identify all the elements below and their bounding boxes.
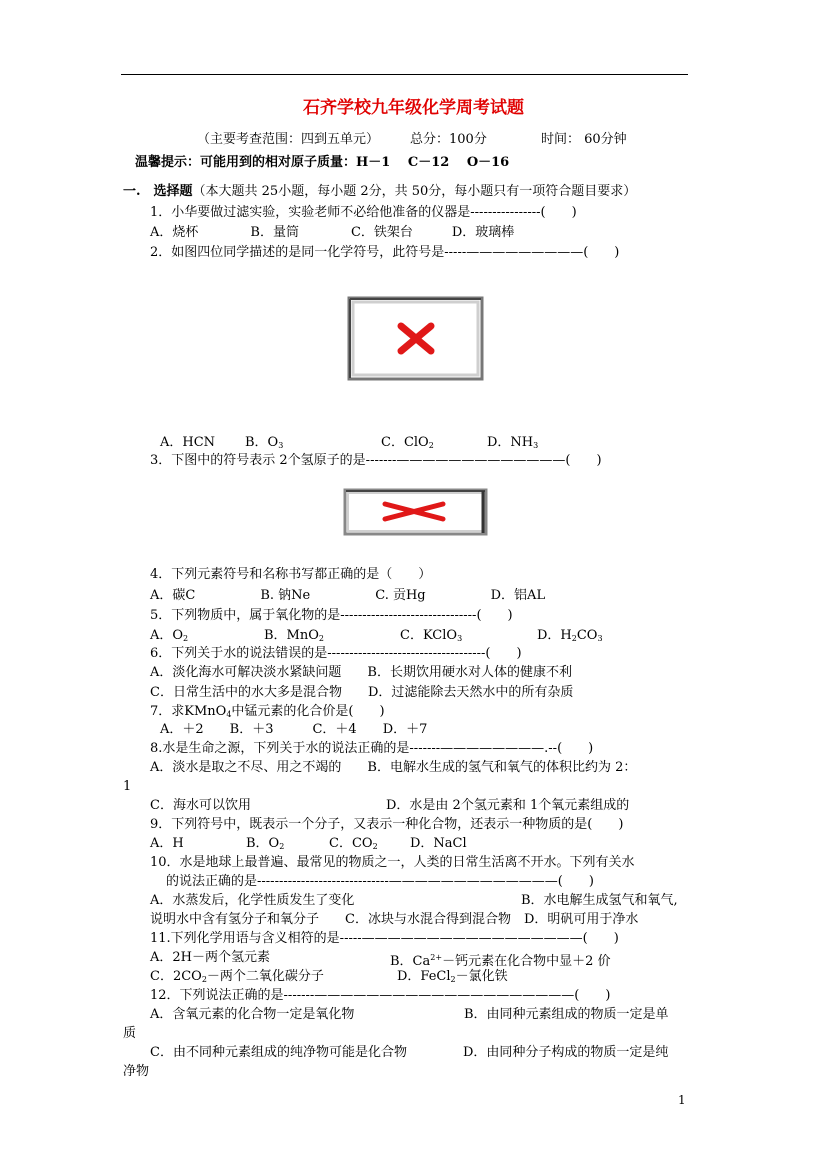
question-9-option-b: B．$O_2$	[246, 836, 285, 851]
question-11: 11.下列化学用语与含义相符的是-----—————————————————( )	[150, 931, 619, 946]
broken-image-2	[343, 488, 488, 536]
question-8-wrap: 1	[123, 779, 132, 794]
question-4: 4．下列元素符号和名称书写都正确的是（ ）	[150, 567, 432, 582]
question-9-option-a: A．H	[150, 836, 184, 851]
question-9-option-d: D．NaCl	[410, 836, 467, 851]
question-1: 1．小华要做过滤实验，实验老师不必给他准备的仪器是----------------( )	[150, 205, 577, 220]
question-9: 9．下列符号中，既表示一个分子，又表示一种化合物，还表示一种物质的是( )	[150, 817, 624, 832]
header-rule	[121, 74, 688, 75]
total-score: 总分：100分	[410, 132, 487, 147]
section-heading	[123, 183, 636, 201]
page-number: 1	[678, 1093, 686, 1107]
question-12: 12．下列说法正确的是-------————————————————————( )	[150, 988, 611, 1003]
question-2-option-d: D．$NH_3$	[487, 435, 539, 450]
question-5: 5．下列物质中，属于氧化物的是-------------------------------( )	[150, 608, 513, 623]
question-5-option-d: D．$H_2CO_3$	[537, 628, 603, 643]
question-11-option-d: D．FeCl$_2$－氯化铁	[397, 969, 508, 984]
question-12-option-c: C．由不同种元素组成的纯净物可能是化合物	[150, 1045, 407, 1060]
section-desc: （本大题共 25小题，每小题 2分，共 50分，每小题只有一项符合题目要求）	[192, 184, 637, 199]
question-5-option-c: C．KClO$_3$	[400, 628, 463, 643]
question-9-option-c: C．$CO_2$	[329, 836, 378, 851]
broken-image-x-icon	[347, 296, 484, 381]
time-limit: 时间： 60分钟	[541, 132, 627, 147]
question-12-option-d: D．由同种分子构成的物质一定是纯	[463, 1045, 669, 1060]
question-2: 2．如图四位同学描述的是同一化学符号，此符号是-----—————————( )	[150, 245, 620, 260]
broken-image-x-icon	[343, 488, 488, 536]
question-10-option-b: B．水电解生成氢气和氧气,	[521, 893, 678, 908]
question-12-option-d-wrap: 净物	[123, 1064, 150, 1079]
question-12-option-a: A．含氧元素的化合物一定是氧化物	[150, 1007, 355, 1022]
question-8-option-d: D．水是由 2个氢元素和 1个氧元素组成的	[386, 798, 630, 813]
question-11-option-a: A．2H－两个氢元素	[150, 950, 270, 965]
question-7: 7．求KMnO$_4$中锰元素的化合价是( )	[150, 704, 385, 719]
question-11-option-b: B．$Ca^{2+}-$钙元素在化合物中显＋2 价	[390, 953, 611, 969]
question-5-option-b: B．MnO$_2$	[264, 628, 324, 643]
question-6-options-ab: A．淡化海水可解决淡水紧缺问题 B．长期饮用硬水对人体的健康不利	[150, 665, 572, 680]
question-2-option-b: B．$O_3$	[245, 435, 284, 450]
question-10-option-a: A．水蒸发后，化学性质发生了变化	[150, 893, 355, 908]
question-11-option-c: C．$2CO_2-$两个二氧化碳分子	[150, 969, 324, 984]
question-10-cont2: 说明水中含有氢分子和氧分子 C．冰块与水混合得到混合物 D．明矾可用于净水	[150, 912, 639, 927]
question-8-options-ab: A．淡水是取之不尽、用之不竭的 B．电解水生成的氢气和氧气的体积比约为 2：	[150, 760, 637, 775]
question-2-option-c: C．ClO$_2$	[381, 435, 434, 450]
question-3: 3．下图中的符号表示 2个氢原子的是-------—————————————( )	[150, 453, 602, 468]
tip-text: 温馨提示：可能用到的相对原子质量：H－1 C－12 O－16	[135, 155, 510, 170]
question-10-cont: 的说法正确的是------------------------------—————————————( )	[166, 874, 594, 889]
question-7-options: A．＋2 B．＋3 C．＋4 D．＋7	[160, 722, 428, 737]
scope-text: （主要考查范围：四到五单元）	[197, 132, 380, 147]
question-10: 10．水是地球上最普遍、最常见的物质之一，人类的日常生活离不开水。下列有关水	[150, 855, 635, 870]
question-12-option-b: B．由同种元素组成的物质一定是单	[464, 1007, 669, 1022]
page-title: 石齐学校九年级化学周考试题	[303, 98, 524, 118]
question-4-options: A．碳C B. 钠Ne C. 贡Hg D．铝AL	[150, 588, 546, 603]
question-6-options-cd: C．日常生活中的水大多是混合物 D．过滤能除去天然水中的所有杂质	[150, 685, 574, 700]
question-2-option-a: A．HCN	[160, 435, 216, 450]
question-5-option-a: A．$O_2$	[150, 628, 189, 643]
broken-image-1	[347, 296, 484, 381]
question-1-options: A．烧杯 B．量筒 C．铁架台 D．玻璃棒	[150, 225, 515, 240]
question-12-option-b-wrap: 质	[123, 1026, 137, 1041]
question-8: 8.水是生命之源，下列关于水的说法正确的是-------————————.--( )	[150, 741, 594, 756]
section-label: 一. 选择题	[123, 184, 193, 199]
question-6: 6．下列关于水的说法错误的是------------------------------------( )	[150, 646, 522, 661]
question-8-option-c: C．海水可以饮用	[150, 798, 251, 813]
